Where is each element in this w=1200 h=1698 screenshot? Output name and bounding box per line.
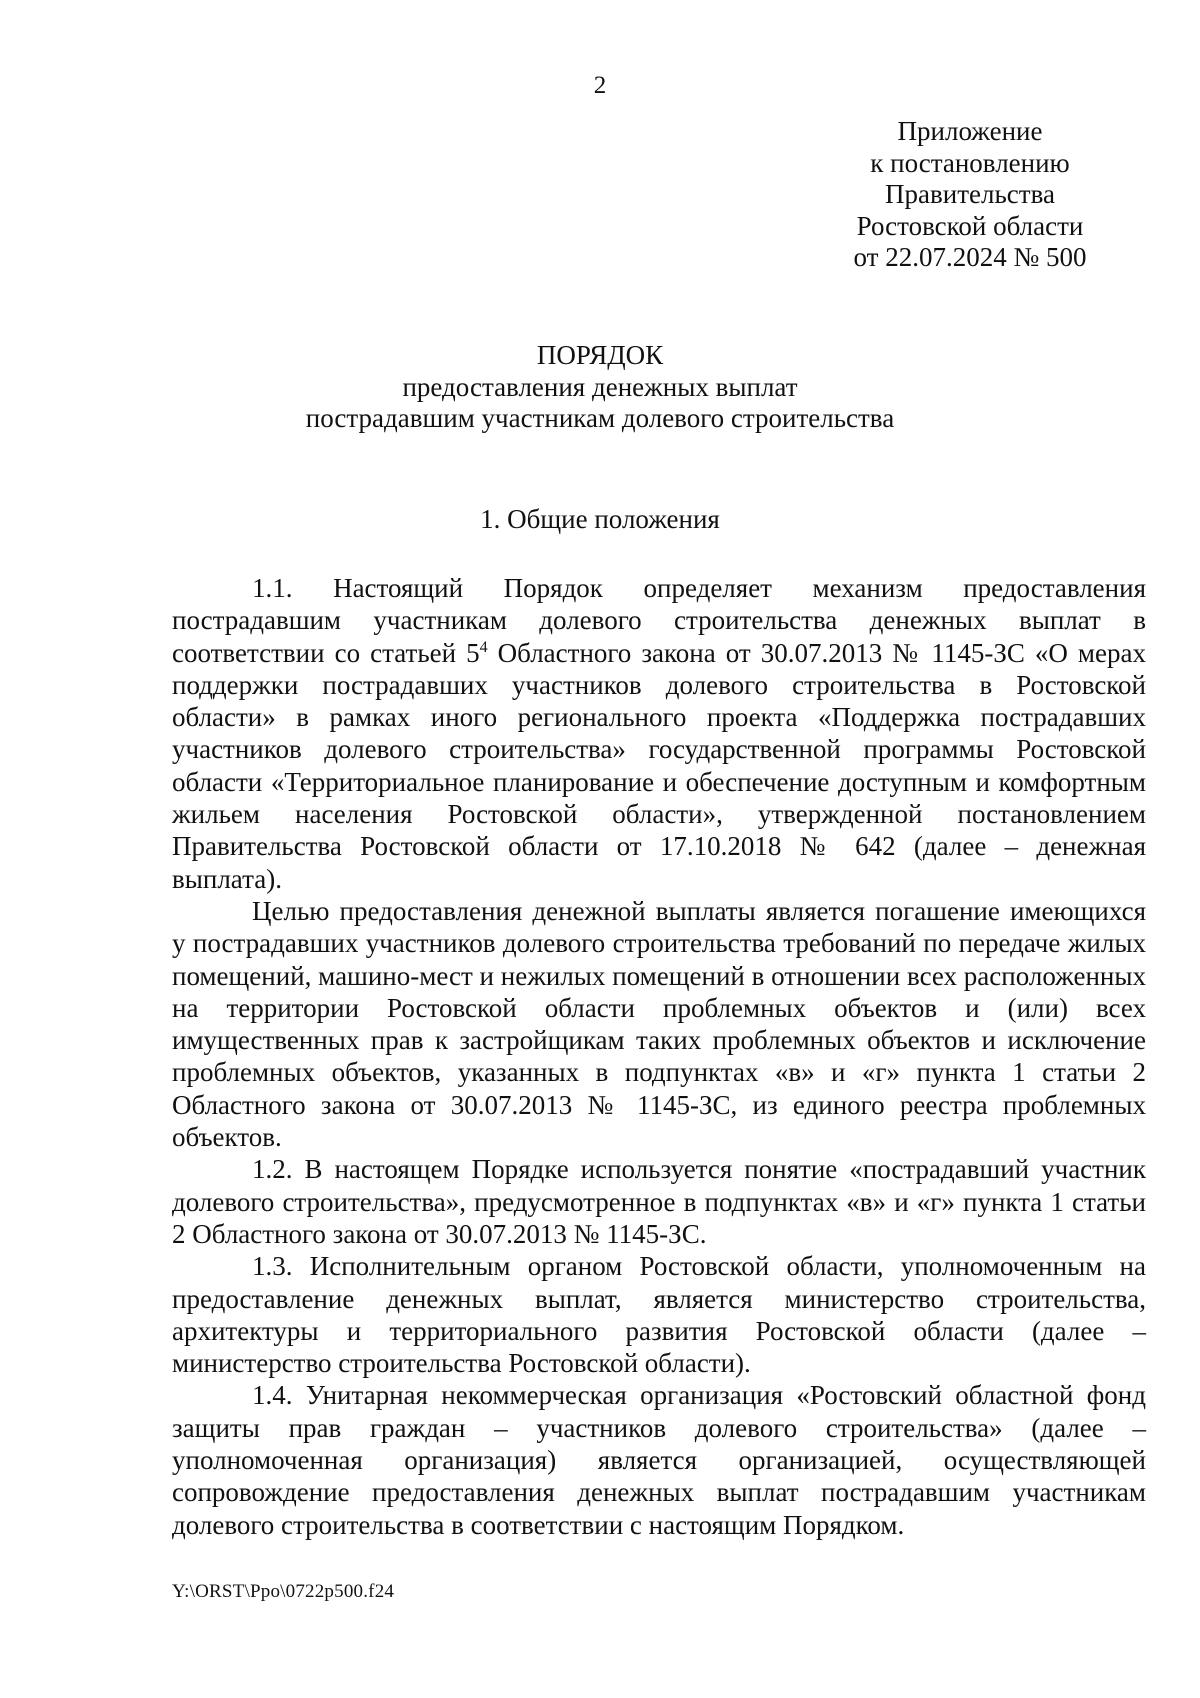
- paragraph-1-1: [172, 572, 1146, 895]
- appendix-line: к постановлению: [870, 147, 1070, 178]
- appendix-line: от 22.07.2024 № 500: [853, 242, 1087, 272]
- document-title: ПОРЯДОК: [536, 340, 664, 370]
- paragraph-1-4: 1.4. Унитарная некоммерческая организация «Ростовский областной фонд защиты прав граждан – участников долевого строительства» (далее – уполномоченная организация) является организацией, осуществляющей сопровождение предоставления денежных выплат пострадавшим участникам долевого строительства в соответствии с настоящим Порядком.: [172, 1380, 1146, 1540]
- paragraph-text: 1.1. Настоящий Порядок определяет механизм предоставления пострадавшим участникам долевого строительства денежных выплат в соответствии со статьей 5: [172, 573, 1146, 668]
- appendix-line: Правительства: [885, 179, 1055, 209]
- paragraph-1-3: 1.3. Исполнительным органом Ростовской области, уполномоченным на предоставление денежных выплат, является министерство строительства, архитектуры и территориального развития Ростовской области (далее – министерство строительства Ростовской области).: [172, 1251, 1146, 1379]
- superscript: 4: [479, 638, 488, 656]
- paragraph-goal: Целью предоставления денежной выплаты является погашение имеющихся у пострадавших участников долевого строительства требований по передаче жилых помещений, машино-мест и нежилых помещений в отношении всех расположенных на территории Ростовской области проблемных объектов и (или) всех имущественных прав к застройщикам таких проблемных объектов и исключение проблемных объектов, указанных в подпунктах «в» и «г» пункта 1 статьи 2 Областного закона от 30.07.2013 № 1145-ЗС, из единого реестра проблемных объектов.: [172, 895, 1146, 1153]
- section-heading: 1. Общие положения: [480, 504, 720, 534]
- paragraph-1-2: 1.2. В настоящем Порядке используется понятие «пострадавший участник долевого строительства», предусмотренное в подпунктах «в» и «г» пункта 1 статьи 2 Областного закона от 30.07.2013 № 1145-ЗС.: [172, 1154, 1146, 1249]
- file-path-footer: Y:\ORST\Ppo\0722p500.f24: [172, 1581, 395, 1602]
- appendix-block: [790, 116, 1150, 274]
- document-title-block: [0, 340, 1200, 435]
- appendix-line: Ростовской области: [856, 210, 1084, 241]
- document-subtitle: пострадавшим участникам долевого строительства: [305, 403, 895, 433]
- document-subtitle: предоставления денежных выплат: [402, 371, 798, 402]
- appendix-line: Приложение: [897, 116, 1043, 146]
- page-number: 2: [593, 72, 607, 99]
- paragraph-text: Областного закона от 30.07.2013 № 1145-ЗС «О мерах поддержки пострадавших участников долевого строительства в Ростовской области» в рамках иного регионального проекта «Поддержка пострадавших участников долевого строительства» государственной программы Ростовской области «Территориальное планирование и обеспечение доступным и комфортным жильем населения Ростовской области», утвержденной постановлением Правительства Ростовской области от 17.10.2018 № 642 (далее – денежная выплата).: [172, 637, 1146, 894]
- body-text: [172, 572, 1146, 1541]
